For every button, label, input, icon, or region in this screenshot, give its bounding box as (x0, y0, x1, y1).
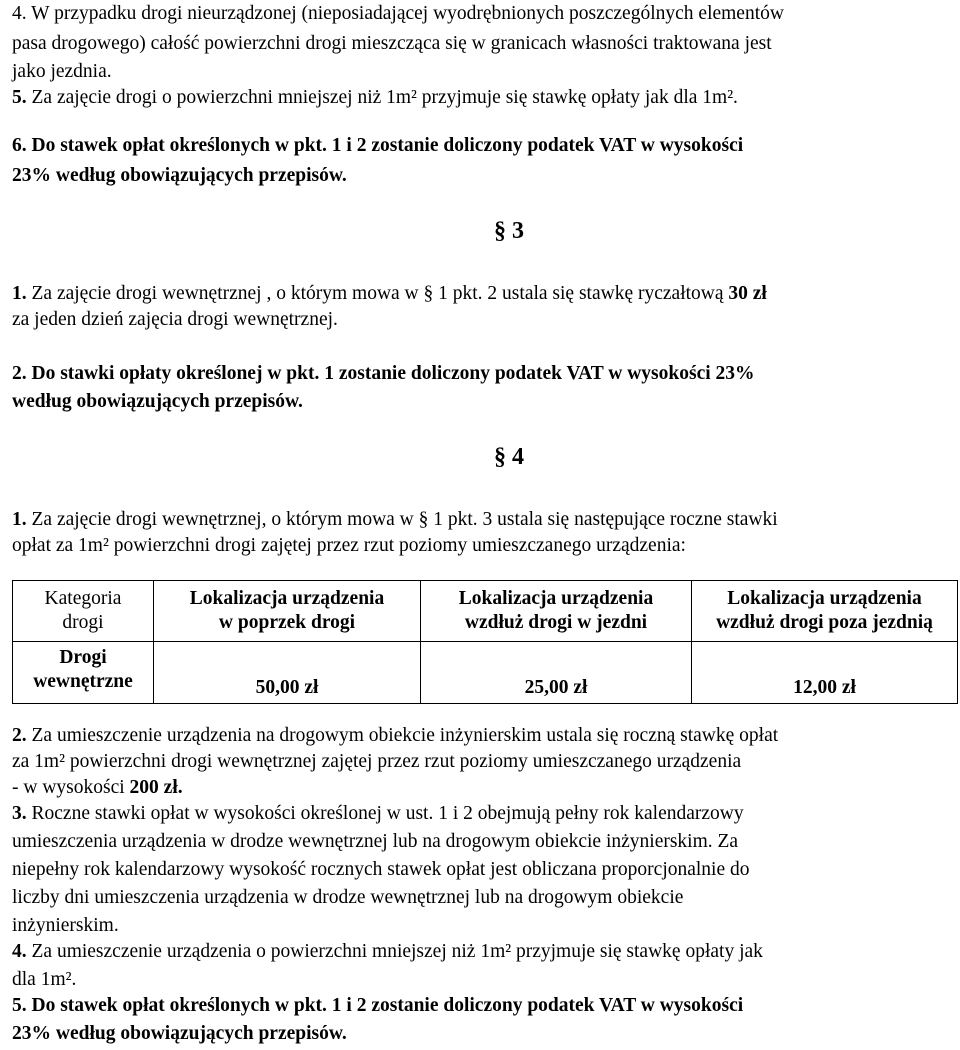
section-4-paragraph-3-text: Roczne stawki opłat w wysokości określonej w ust. 1 i 2 obejmują pełny rok kalendarzowy (26, 803, 744, 824)
section-3-paragraph-2-line-1: 2. Do stawki opłaty określonej w pkt. 1 zostanie doliczony podatek VAT w wysokości 23% (12, 363, 755, 384)
section-4-paragraph-5-line-1: 5. Do stawek opłat określonych w pkt. 1 i 2 zostanie doliczony podatek VAT w wysokości (12, 995, 744, 1016)
paragraph-4-line-3: jako jezdnia. (12, 61, 112, 82)
section-3-paragraph-2-line-2: według obowiązujących przepisów. (12, 391, 303, 412)
section-4-paragraph-4-line-2: dla 1m². (12, 969, 77, 990)
section-3-paragraph-1-line-1 (12, 282, 767, 306)
section-4-paragraph-3-line-2: umieszczenia urządzenia w drodze wewnętrznej lub na drogowym obiekcie inżynierskim. Za (12, 831, 739, 852)
header-across-road (154, 581, 421, 642)
fee-across-road: 50,00 zł (154, 642, 421, 704)
row-category-line-2: wewnętrzne (33, 671, 133, 692)
paragraph-5-number: 5. (12, 87, 27, 108)
section-4-paragraph-2-line-3 (12, 776, 183, 800)
section-4-paragraph-3-line-4: liczby dni umieszczenia urządzenia w drodze wewnętrznej lub na drogowym obiekcie (12, 887, 684, 908)
section-4-paragraph-3-line-1 (12, 802, 744, 826)
row-category-line-1: Drogi (59, 647, 107, 668)
section-4-paragraph-4-number: 4. (12, 941, 27, 962)
paragraph-4-line-2: pasa drogowego) całość powierzchni drogi mieszcząca się w granicach własności traktowana jest (12, 33, 772, 54)
section-4-paragraph-2-line-1 (12, 724, 778, 748)
paragraph-4-line-1: 4. W przypadku drogi nieurządzonej (nieposiadającej wyodrębnionych poszczególnych elementów (12, 3, 784, 24)
header-category-line-1: Kategoria (44, 588, 122, 609)
header-along-in-roadway-line-2: wzdłuż drogi w jezdni (464, 612, 648, 633)
section-3-heading: § 3 (494, 218, 524, 244)
section-4-paragraph-2-line-2: za 1m² powierzchni drogi wewnętrznej zajętej przez rzut poziomy umieszczanego urządzenia (12, 751, 742, 772)
header-category-line-2: drogi (62, 612, 104, 633)
section-4-heading: § 4 (494, 444, 524, 470)
fee-table-header-row (13, 581, 958, 642)
fee-table-row (13, 642, 958, 704)
section-4-paragraph-2-number: 2. (12, 725, 27, 746)
fee-along-in-roadway: 25,00 zł (421, 642, 692, 704)
section-3-paragraph-1-text: Za zajęcie drogi wewnętrznej , o którym mowa w § 1 pkt. 2 ustala się stawkę ryczałtową (26, 283, 729, 304)
section-4-paragraph-3-line-3: niepełny rok kalendarzowy wysokość rocznych stawek opłat jest obliczana proporcjonalnie do (12, 859, 750, 880)
header-along-in-roadway-line-1: Lokalizacja urządzenia (458, 588, 654, 609)
section-4-paragraph-1-text: Za zajęcie drogi wewnętrznej, o którym mowa w § 1 pkt. 3 ustala się następujące roczne stawki (26, 509, 778, 530)
section-4-paragraph-1-line-1 (12, 508, 778, 532)
section-4-paragraph-5-line-2: 23% według obowiązujących przepisów. (12, 1023, 347, 1044)
section-4-paragraph-2-text: Za umieszczenie urządzenia na drogowym obiekcie inżynierskim ustala się roczną stawkę opłat (26, 725, 779, 746)
section-4-paragraph-2-amount: 200 zł. (129, 777, 183, 798)
section-4-paragraph-1-number: 1. (12, 509, 27, 530)
header-across-road-line-1: Lokalizacja urządzenia (189, 588, 385, 609)
header-category (13, 581, 154, 642)
section-3-paragraph-1-line-2: za jeden dzień zajęcia drogi wewnętrznej. (12, 309, 338, 330)
header-along-outside-roadway-line-1: Lokalizacja urządzenia (727, 588, 922, 609)
header-across-road-line-2: w poprzek drogi (218, 612, 356, 633)
section-4-paragraph-3-number: 3. (12, 803, 27, 824)
row-category (13, 642, 154, 704)
paragraph-6-line-2: 23% według obowiązujących przepisów. (12, 165, 347, 186)
paragraph-5 (12, 86, 738, 110)
section-4-paragraph-1-line-2: opłat za 1m² powierzchni drogi zajętej przez rzut poziomy umieszczanego urządzenia: (12, 535, 686, 556)
section-4-paragraph-4-line-1 (12, 940, 763, 964)
header-along-road-outside-roadway (692, 581, 958, 642)
fee-along-outside-roadway: 12,00 zł (692, 642, 958, 704)
section-3-paragraph-1-number: 1. (12, 283, 27, 304)
section-4-paragraph-4-text: Za umieszczenie urządzenia o powierzchni mniejszej niż 1m² przyjmuje się stawkę opłaty jak (26, 941, 763, 962)
header-along-outside-roadway-line-2: wzdłuż drogi poza jezdnią (716, 612, 933, 633)
section-4-paragraph-3-line-5: inżynierskim. (12, 915, 119, 936)
fee-table (12, 580, 958, 704)
section-3-amount: 30 zł (728, 283, 767, 304)
section-4-paragraph-2-text-3: - w wysokości (12, 777, 130, 798)
header-along-road-in-roadway (421, 581, 692, 642)
paragraph-6-line-1: 6. Do stawek opłat określonych w pkt. 1 i 2 zostanie doliczony podatek VAT w wysokości (12, 135, 744, 156)
paragraph-5-text: Za zajęcie drogi o powierzchni mniejszej niż 1m² przyjmuje się stawkę opłaty jak dla 1m². (26, 87, 738, 108)
